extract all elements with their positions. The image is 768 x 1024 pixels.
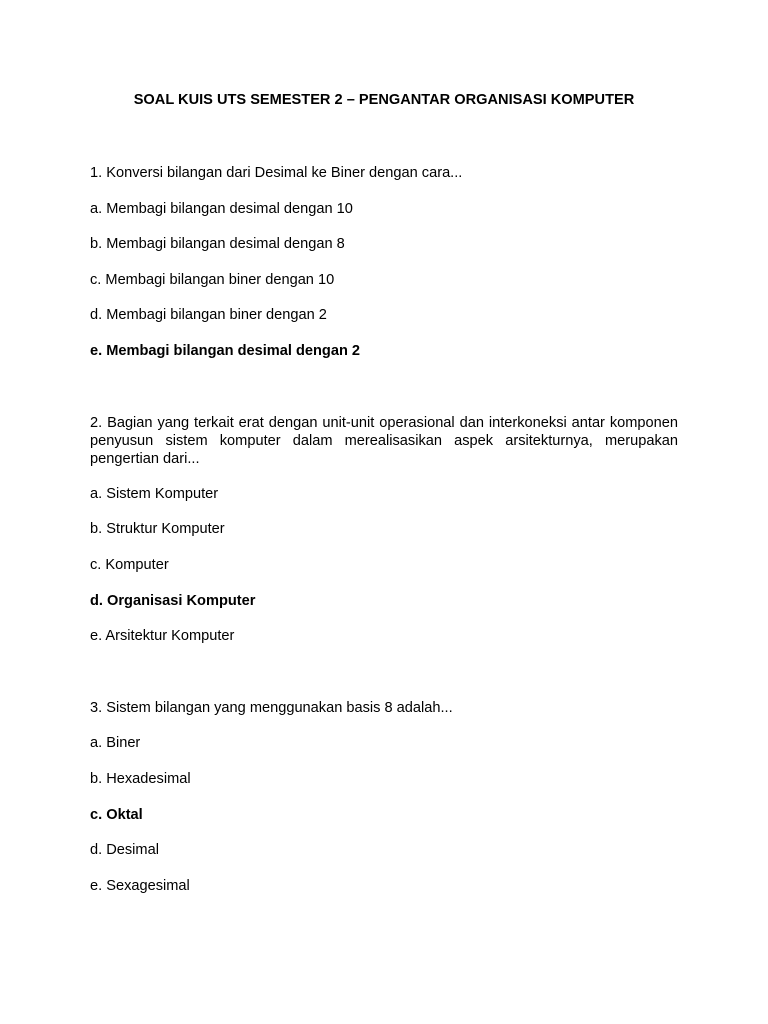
- question-3-option-e: e. Sexagesimal: [90, 878, 190, 894]
- question-2-option-d-answer: d. Organisasi Komputer: [90, 593, 256, 609]
- question-1-option-a: a. Membagi bilangan desimal dengan 10: [90, 201, 353, 217]
- question-2-text: 2. Bagian yang terkait erat dengan unit-unit operasional dan interkoneksi antar komponen penyusun sistem komputer dalam merealisasikan aspek arsitekturnya, merupakan pengertian dari...: [90, 415, 678, 467]
- question-1-option-b: b. Membagi bilangan desimal dengan 8: [90, 236, 345, 252]
- document-title: SOAL KUIS UTS SEMESTER 2 – PENGANTAR ORGANISASI KOMPUTER: [133, 92, 635, 108]
- question-3-option-c-answer: c. Oktal: [90, 807, 143, 823]
- question-1-option-c: c. Membagi bilangan biner dengan 10: [90, 272, 335, 288]
- question-1-text: 1. Konversi bilangan dari Desimal ke Biner dengan cara...: [90, 165, 463, 181]
- question-2-option-c: c. Komputer: [90, 557, 169, 573]
- question-2-option-b: b. Struktur Komputer: [90, 521, 225, 537]
- question-3-text: 3. Sistem bilangan yang menggunakan basis 8 adalah...: [90, 700, 453, 716]
- question-1-option-d: d. Membagi bilangan biner dengan 2: [90, 307, 327, 323]
- question-3-option-b: b. Hexadesimal: [90, 771, 191, 787]
- question-1-option-e-answer: e. Membagi bilangan desimal dengan 2: [90, 343, 361, 359]
- question-3-option-d: d. Desimal: [90, 842, 159, 858]
- question-2-option-e: e. Arsitektur Komputer: [90, 628, 235, 644]
- question-2-option-a: a. Sistem Komputer: [90, 486, 219, 502]
- question-3-option-a: a. Biner: [90, 735, 141, 751]
